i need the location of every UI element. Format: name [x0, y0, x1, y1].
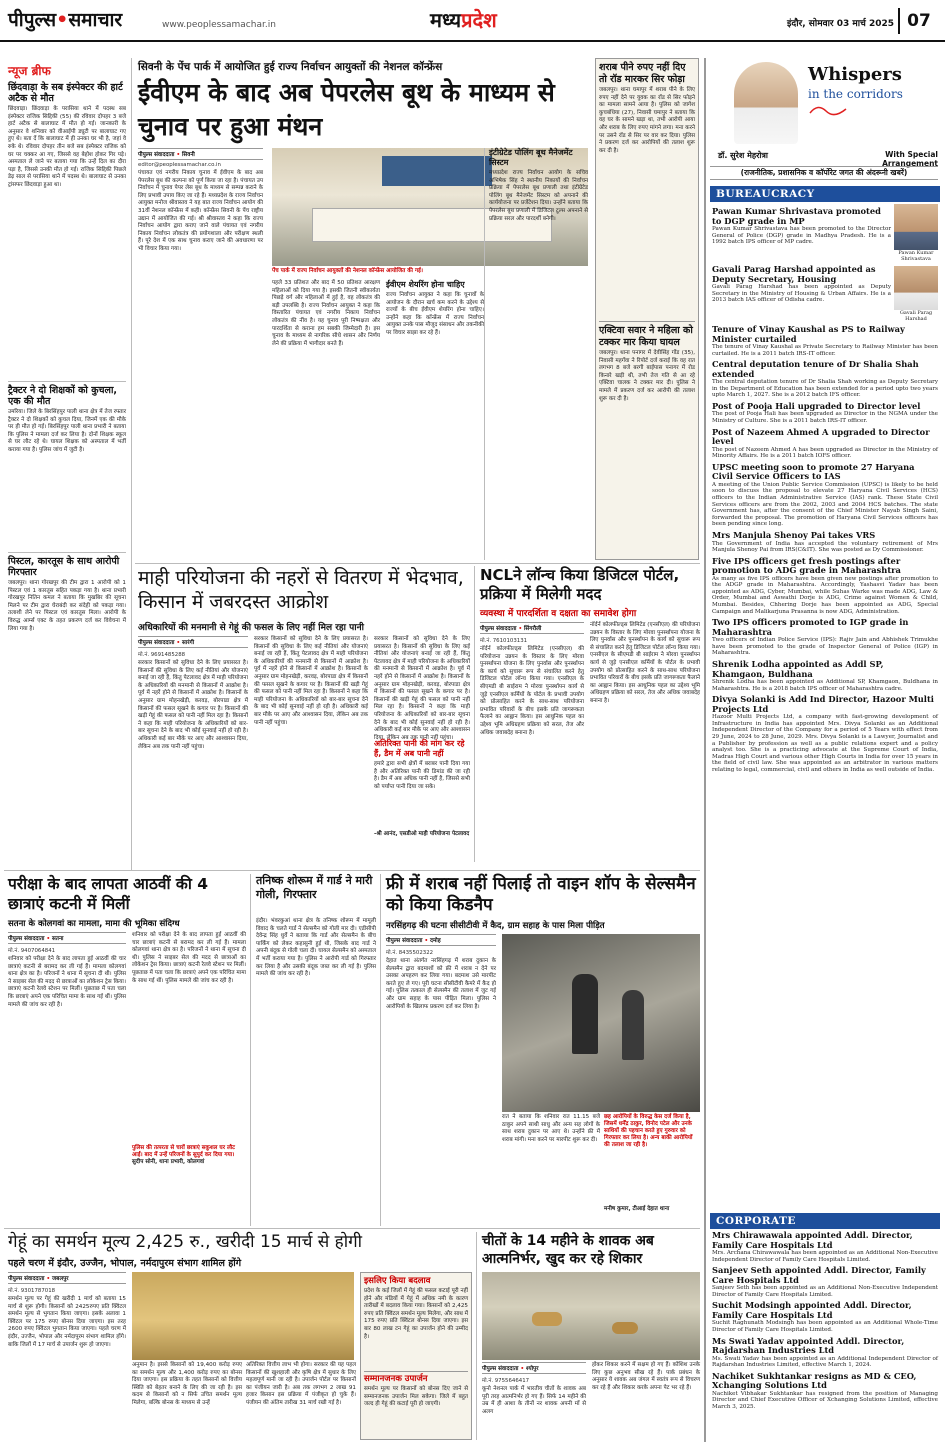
cheetah-body: कूनो नेशनल पार्क में भारतीय चीतों के शावक अब पूरी तरह आत्मनिर्भर हो गए हैं। सिर्फ 14 महीने की उम्र में ही आशा के तीनों नर शावक अपनी माँ से अलग [482, 1386, 586, 1415]
stage-backdrop [382, 156, 492, 186]
lead-byline: पीपुल्स संवाददाता • सिवनी [138, 148, 263, 160]
section-divider [4, 870, 700, 871]
news-brief-label: न्यूज ब्रीफ [8, 64, 51, 78]
side-body-2: जबलपुर। थाना पनागर में देवीसिंह गोंड (35), निवासी महगँवा ने रिपोर्ट दर्ज कराई कि वह रात लगभग 8 बजे बरगी बाईपास पनागर में रोड किनारे खड़ी थी, तभी तेज गति से आ रहे एक्टिवा चालक ने टक्कर मार दी। पुलिस ने मामले में प्रकरण दर्ज कर आरोपी की तलाश शुरू कर दी है। [599, 350, 695, 402]
corporate-item-body: Ms. Swati Yadav has been appointed as an Additional Independent Director of Rajdarshan Industries Limited, effective March 1, 2024. [712, 1355, 938, 1369]
bureaucracy-item-title: UPSC meeting soon to promote 27 Haryana Civil Service Officers to IAS [712, 461, 915, 482]
bureaucracy-item-title: Five IPS officers get fresh postings after promotion to ADG grade in Maharashtra [712, 555, 901, 576]
mahi-headline: माही परियोजना की नहरों से वितरण में भेदभाव, किसान में जबरदस्त आक्रोश [138, 567, 464, 613]
corporate-label: CORPORATE [710, 1213, 940, 1229]
brand-prefix: पीपुल्स [8, 9, 57, 31]
corporate-item [712, 1372, 938, 1411]
corporate-item-body: Mrs. Archana Chirawawala has been appointed as an Additional Non-Executive Independent Director of Family Care Hospitals Limited. [712, 1250, 938, 1263]
bureaucracy-item-body: Shrenik Lodha has been appointed as Additional SP, Khamgaon, Buldhana in Maharashtra. He is a 2018 batch IPS officer of Maharashtra cadre. [712, 679, 938, 692]
jewel-body-wrap [256, 918, 376, 1224]
side-body-1: जबलपुर। थाना घमापुर में शराब पीने के लिए रुपए नहीं देने पर युवक का रॉड से सिर फोड़ने का मामला सामने आया है। पुलिस को जागेश कुचबंधिया (27), निवासी घमापुर ने बताया कि वह घर के सामने खड़ा था, तभी आरोपी आया और शराब के लिए रुपए मांगने लगा। मना करने पर उसने रॉड से सिर पर वार कर दिया। पुलिस ने प्रकरण दर्ज कर आरोपियों की तलाश शुरू कर दी है। [599, 87, 695, 154]
wheat-box2-body: समर्थन मूल्य पर किसानों को बोनस दिए जाने से सम्मानजनक उपार्जन मिल सकेगा। जिले में बहुत जल्द ही गेहूं की कटाई पूरी हो जाएगी। [364, 1386, 468, 1408]
corporate-item [712, 1301, 938, 1333]
bureaucracy-item-title: Divya Solanki is Add Ind Director, Hazoor Multi Projects Ltd [712, 694, 934, 714]
corporate-item-title: Mrs Chirawawala appointed Addl. Director, Family Care Hospitals Ltd [712, 1230, 913, 1250]
cheetah-figure [532, 1312, 562, 1326]
dateline: इंदौर, सोमवार 03 मार्च 2025 [787, 19, 894, 29]
corporate-item-body: Suchit Raghunath Modsingh has been appointed as an Additional Whole-Time Director of Family Care Hospitals Limited. [712, 1320, 938, 1333]
corporate-item-title: Suchit Modsingh appointed Addl. Director, Family Care Hospitals Ltd [712, 1300, 912, 1320]
cheetah-body-2: होकर शिकार करने में सक्षम हो गए हैं। कोशिश उनके लिए कुछ अनुभव सीख रहे हैं। पार्क प्रबंधन के अनुसार ये शावक अब जंगल में स्वतंत्र रूप से विचरण कर रहे हैं और शिकार करके अपना पेट भर रहे हैं। [592, 1362, 700, 1391]
wine-caption-wrap [604, 1114, 700, 1224]
wheat-col-1 [8, 1272, 126, 1440]
lead-body-col1: पंचायत एवं नगरीय निकाय चुनाव में ईवीएम के बाद अब पेपरलेस बूथ की कल्पना को पूर्ण किया जा रहा है। पंचायत उप निर्वाचन में चुनाव पेपर लेस बूथ के माध्यम से सम्पन्न कराने के लिए प्रभावी उपाय किए जा रहे हैं। मध्यप्रदेश के राज्य निर्वाचन आयुक्त मनोज श्रीवास्तव ने यह बात राज्य निर्वाचन आयोग की 31वीं नेशनल कॉन्फ्रेंस में कही। कॉन्फ्रेंस सिवनी के पेंच राष्ट्रीय उद्यान में आयोजित की गई। श्री श्रीवास्तव ने कहा कि राज्य निर्वाचन आयोग द्वारा कराए जाने वाले पंचायत एवं नगरीय निकाय निर्वाचन लोकतंत्र की प्रयोगशाला और परीक्षण स्थली हैं। पूरे देश में एक साथ चुनाव कराए जाने की अवधारणा पर भी विचार किया गया। [138, 170, 263, 252]
bureaucracy-item [712, 325, 938, 357]
mahi-body: सरकार किसानों को सुविधा देने के लिए प्रयासरत है। किसानों की सुविधा के लिए कई नीतियां और योजनाएं बनाई जा रही हैं, किंतु पेटलावद क्षेत्र में माही परियोजना के अधिकारियों की मनमानी से किसानों में आक्रोश है। पूर्व में नहरें होने से किसानों में आक्रोश है। किसानों के अनुसार ग्राम मोहनखेड़ी, करवड़, बोरपाडा क्षेत्र में किसानों की फसल सूखने के कगार पर है। किसानों की खड़ी गेहूं की फसल को पानी नहीं मिल रहा है। किसानों ने कहा कि माही परियोजना के अधिकारियों को बार-बार सूचना देने के बाद भी कोई सुनवाई नहीं हो रही है। अधिकारी कई बार मौके पर आए और आश्वासन दिया, लेकिन अब तक पानी नहीं पहुंचा। [138, 660, 248, 750]
lead-sub1-title: ईवीएम शेयरिंग होना चाहिए [386, 280, 465, 289]
officer-photo [894, 266, 938, 310]
bureaucracy-item [712, 360, 938, 399]
bureaucracy-item-body: A meeting of the Union Public Service Commission (UPSC) is likely to be held soon to discuss the proposal to elevate 27 Haryana Civil Services (HCS) officers to the Indian Administrative Service (IAS) rank. These State Civil Services officers are from the 2002, 2003 and 2004 HCS batches. The state Government has, after the consent of the Chief Minister Nayab Singh Saini, forwarded the proposal. The promotion of Haryana Civil Services officers has been pending since long. [712, 481, 938, 528]
cheetah-figure [612, 1322, 638, 1334]
lead-sub1-body: राज्य निर्वाचन आयुक्त ने कहा कि चुनावों के आयोजन के दौरान खर्च कम करने के उद्देश्य से राज्यों के बीच ईवीएम शेयरिंग होना चाहिए। उन्होंने कहा कि कॉन्फ्रेंस में राज्य निर्वाचन आयुक्त उनके पास मौजूद संसाधन और तकनीकी पर विचार साझा कर रहे हैं। [386, 292, 484, 336]
wheat-body-2: अनुमान है। इससे किसानों को 19,400 करोड़ रुपए का समर्थन मूल्य और 1,400 करोड़ रुपए का बोनस दिया जाएगा। इस प्रक्रिया के तहत किसानों को वित्तीय स्थिति को बेहतर बनाने के लिए की जा रही है। इस कदम से किसानों को न सिर्फ उचित समर्थन मूल्य मिलेगा, बल्कि बोनस के माध्यम से उन्हें [132, 1362, 242, 1406]
corporate-item [712, 1231, 938, 1263]
corporate-item [712, 1266, 938, 1298]
jewel-body: इंदौर। भंवरकुआं थाना क्षेत्र के तनिष्क शोरूम में मामूली विवाद के चलते गार्ड ने सेल्समैन को गोली मार दी। एडीसीपी देवेन्द्र सिंह धुर्वे ने बताया कि गार्ड और सेल्समैन के बीच पार्किंग को लेकर कहासुनी हुई थी, जिसके बाद गार्ड ने अपनी बंदूक से गोली चला दी। घायल सेल्समैन को अस्पताल में भर्ती कराया गया है। पुलिस ने आरोपी गार्ड को गिरफ्तार कर लिया है और उसकी बंदूक जब्त कर ली गई है। पुलिस मामले की जांच कर रही है। [256, 918, 376, 978]
corporate-item-body: Nachiket Vibhakar Sukhtankar has resigned from the position of Managing Director and Chief Executive Officer of Xchanging Solutions Limited, effective March 3, 2025. [712, 1390, 938, 1410]
bureaucracy-item-title: Tenure of Vinay Kaushal as PS to Railway Minister curtailed [712, 324, 905, 344]
bureaucracy-item [712, 557, 938, 616]
mahi-byline: पीपुल्स संवाददाता • सारंगी [138, 636, 248, 648]
corporate-item-title: Sanjeev Seth appointed Addl. Director, Family Care Hospitals Ltd [712, 1265, 926, 1285]
wheat-headline: गेहूं का समर्थन मूल्य 2,425 रु., खरीदी 15 मार्च से होगी [8, 1232, 363, 1252]
wine-body: देहात थाना अंतर्गत नरसिंहगढ़ में शराब दुकान के सेल्समैन द्वारा बदमाशों को फ्री में शराब न देने पर उसका अपहरण कर लिया गया। बदमाश उसे मारपीट करते हुए ले गए। पूरी घटना सीसीटीवी कैमरे में कैद हो गई। पुलिस तत्काल ही सेल्समैन की तलाश में जुट गई और ग्राम सहाह के पास पीड़ित मिला। पुलिस ने आरोपियों के खिलाफ प्रकरण दर्ज कर लिया है। [386, 958, 496, 1010]
whispers-tagline: (राजनीतिक, प्रशासनिक व कॉर्पोरेट जगत की अंदरूनी खबरें) [710, 166, 938, 180]
bureaucracy-item-body: The tenure of Vinay Kaushal as Private Secretary to Railway Minister has been curtailed. He is a 2011 batch IRS-IT officer. [712, 344, 938, 357]
wheat-info-box [360, 1272, 472, 1440]
lead-sub2-title: इंटीग्रेटेड पोलिंग बूथ मैनेजमेंट सिस्टम [489, 148, 573, 167]
mahi-box-signature: -श्री आनंद, एसडीओ माही परियोजना पेटलावद [374, 831, 470, 837]
bureaucracy-item [712, 463, 938, 528]
bureaucracy-item-title: Mrs Manjula Shenoy Pai takes VRS [712, 530, 876, 540]
mahi-col-2 [254, 636, 368, 862]
column-divider [704, 58, 706, 1442]
wheat-box2-title: सम्मानजनक उपार्जन [364, 1371, 468, 1384]
bureaucracy-item [712, 531, 938, 554]
brief-body: उमरिया। जिले के बिरसिंहपुर पाली थाना क्षेत्र में तेज रफ्तार ट्रैक्टर ने दो शिक्षकों को कुचल दिया, जिनमें एक की मौके पर ही मौत हो गई। बिरसिंहपुर पाली थाना प्रभारी ने बताया कि पुलिस ने मामला दर्ज कर लिया है। दोनों शिक्षक स्कूल से घर लौट रहे थे। घायल शिक्षक को अस्पताल में भर्ती कराया गया है। पुलिस जांच में जुटी है। [8, 409, 126, 453]
wheat-body-3: अतिरिक्त वित्तीय लाभ भी होगा। सरकार की यह पहल किसानों की खुशहाली और कृषि क्षेत्र में सुधार के लिए महत्वपूर्ण मानी जा रही है। उपार्जन पोर्टल पर किसानों का पंजीयन जारी है। अब तक लगभग 2 लाख 91 हजार किसान इस प्रक्रिया में पंजीकृत हो चुके हैं। पंजीयन की अंतिम तारीख 31 मार्च रखी गई है। [246, 1362, 356, 1406]
wheat-col-3 [246, 1362, 356, 1440]
wheat-byline: पीपुल्स संवाददाता • जबलपुर [8, 1272, 126, 1284]
brief-item [8, 552, 126, 720]
exam-byline: पीपुल्स संवाददाता • सतना [8, 932, 126, 944]
brief-headline: पिस्टल, कारतूस के साथ आरोपी गिरफ्तार [8, 556, 120, 578]
wheat-field-photo [132, 1272, 354, 1360]
brief-item [8, 82, 126, 378]
column-divider [474, 566, 475, 862]
cheetah-headline: चीतों के 14 महीने के शावक अब आत्मनिर्भर, खुद कर रहे शिकार [482, 1233, 654, 1267]
masthead-logo [8, 6, 158, 36]
lead-col-2 [272, 280, 380, 560]
mahi-body-col3: सरकार किसानों को सुविधा देने के लिए प्रयासरत है। किसानों की सुविधा के लिए कई नीतियां और योजनाएं बनाई जा रही हैं, किंतु पेटलावद क्षेत्र में माही परियोजना के अधिकारियों की मनमानी से किसानों में आक्रोश है। पूर्व में नहरें होने से किसानों में आक्रोश है। किसानों के अनुसार ग्राम मोहनखेड़ी, करवड़, बोरपाडा क्षेत्र में किसानों की फसल सूखने के कगार पर है। किसानों की खड़ी गेहूं की फसल को पानी नहीं मिल रहा है। किसानों ने कहा कि माही परियोजना के अधिकारियों को बार-बार सूचना देने के बाद भी कोई सुनवाई नहीं हो रही है। अधिकारी कई बार मौके पर आए और आश्वासन दिया, लेकिन अब तक पानी नहीं पहुंचा। [374, 636, 470, 741]
wine-headline: फ्री में शराब नहीं पिलाई तो वाइन शॉप के सेल्समैन को किया किडनैप [386, 874, 696, 915]
masthead [0, 0, 945, 42]
corporate-list [712, 1228, 938, 1442]
section-title-main: प्रदेश [461, 8, 497, 32]
brand-main: समाचार [68, 9, 123, 31]
page-number: 07 [898, 8, 938, 34]
ncl-body-continued: नॉर्दर्न कोलफील्ड्स लिमिटेड (एनसीएल) की परियोजना उन्नयन के विस्तार के लिए मोरवा पुनर्स्थापना योजना के लिए पुनर्वास और पुनर्स्थापन के कार्य को सुचारू रूप से संचालित करने हेतु डिजिटल पोर्टल लॉन्च किया गया। एनसीएल के सीएमडी बी साईराम ने मोरवा पुनर्स्थापन कार्य से जुड़े एनसीएल कर्मियों के पोर्टल के प्रभावी उपयोग को प्रोत्साहित करने के साथ-साथ परियोजना प्रभावित परिवारों के बीच इसके प्रति जागरूकता फैलाने का आह्वान किया। इस आधुनिक पहल का उद्देश्य भूमि अधिग्रहण प्रक्रिया को सरल, तेज और अधिक जवाबदेह बनाना है। [590, 622, 700, 704]
ncl-col-1 [480, 622, 584, 862]
bureaucracy-item-body: The post of Nazeem Ahmed A has been upgraded as Director in the Ministry of Minority Affairs. He is a 2011 batch IOFS officer. [712, 446, 938, 460]
ncl-phone: मो.नं. 7610103131 [480, 638, 528, 644]
exam-col-1 [8, 932, 126, 1224]
bureaucracy-label: BUREAUCRACY [710, 186, 940, 202]
bureaucracy-item [712, 402, 938, 425]
brief-headline: ट्रैक्टर ने दो शिक्षकों को कुचला, एक की मौत [8, 385, 118, 407]
ncl-headline: NCLने लॉन्च किया डिजिटल पोर्टल, प्रक्रिया में मिलेगी मदद [480, 566, 680, 603]
bureaucracy-item-body: Pawan Kumar Shrivastava has been promoted to the Director General of Police (DGP) grade in Madhya Pradesh. He is a 1992 batch IPS officer of MP cadre. [712, 226, 891, 246]
wine-subheadline: नरसिंहगढ़ की घटना सीसीटीवी में कैद, ग्राम सहाह के पास मिला पीड़ित [386, 921, 605, 931]
lead-col-1 [138, 148, 263, 560]
corporate-item-body: Sanjeev Seth has been appointed as an Additional Non-Executive Independent Director of Family Care Hospitals Limited. [712, 1285, 938, 1298]
cheetah-col-2 [592, 1362, 700, 1440]
bureaucracy-item-body: As many as five IPS officers have been given new postings after promotion to the ADGP grade in Maharashtra. Accordingly, Yashasvi Yadav has been appointed as ADG, Cyber, Mumbai, while Suhas Warke was made ADG, Law & Order, Mumbai and Aswathi Dorje is ADG, Crime against Women & Child, Mumbai. Besides, Chhering Dorje has been appointed as ADG, Special Campaign and Malikarjuna Prasanna is now ADG, Administration. [712, 575, 938, 615]
side-headline-1: शराब पीने रुपए नहीं दिए तो रॉड मारकर सिर फोड़ा [599, 62, 686, 85]
bureaucracy-item-title: Central deputation tenure of Dr Shalia Shah extended [712, 359, 919, 379]
jewel-headline: तनिष्क शोरूम में गार्ड ने मारी गोली, गिरफ्तार [256, 874, 373, 901]
wheat-box-title: इसलिए किया बदलाव [364, 1276, 431, 1286]
whispers-header [708, 58, 940, 186]
whispers-title-sub: in the corridors [808, 87, 903, 101]
section-title-pre: मध्य [430, 8, 462, 32]
brief-body: जबलपुर। थाना गोरखपुर की टीम द्वारा 1 आरोपी को 1 पिस्टल एवं 1 कारतूस सहित पकड़ा गया है। थाना प्रभारी गोरखपुर नितिन कमल ने बताया कि मुखबिर की सूचना मिलने पर टीम द्वारा घेराबंदी कर संदेही को पकड़ा गया। तलाशी लेने पर पिस्टल एवं कारतूस मिला। आरोपी के विरुद्ध आर्म्स एक्ट के तहत प्रकरण दर्ज कर विवेचना में लिया गया है। [8, 580, 126, 632]
ncl-byline: पीपुल्स संवाददाता • सिंगरौली [480, 622, 584, 634]
section-title [430, 6, 497, 33]
mahi-subheadline: अधिकारियों की मनमानी से गेहूं की फसल के लिए नहीं मिल रहा पानी [138, 623, 364, 633]
bureaucracy-item-body: Hazoor Multi Projects Ltd, a company with fast-growing development of Infrastructure in India has appointed Mrs. Divya Solanki as an Additional Independent Director of the Company for a period of 5 Years with effect from 29 June, 2024 to 28 June, 2029. Mrs. Divya Solanki is a Lawyer, Journalist and a Publisher by profession as well as a public relations expert and a policy analyst too. She is a practicing advocate at the Supreme Court of India, Madras High Court and various other High Courts in India for over 15 years in the field of civil law. She was appointed as an arbitrator in various matters relating to legal, commercial, civil and others in India as well outside of India. [712, 714, 938, 773]
brief-headline: छिंदवाड़ा के सब इंस्पेक्टर की हार्ट अटैक से मौत [8, 82, 123, 104]
wheat-subheadline: पहले चरण में इंदौर, उज्जैन, भोपाल, नर्मदापुरम संभाग शामिल होंगे [8, 1258, 242, 1269]
bureaucracy-item-title: Post of Nazeem Ahmed A upgraded to Director level [712, 426, 930, 447]
whispers-title [808, 64, 936, 134]
section-divider [4, 1228, 700, 1229]
bureaucracy-item-title: Two IPS officers promoted to IGP grade in Maharashtra [712, 617, 909, 637]
officer-photo [894, 204, 938, 250]
brand-divider: • [56, 9, 69, 31]
bureaucracy-item [712, 695, 938, 773]
cheetah-col-1 [482, 1362, 586, 1440]
ncl-body: नॉर्दर्न कोलफील्ड्स लिमिटेड (एनसीएल) की परियोजना उन्नयन के विस्तार के लिए मोरवा पुनर्स्थापना योजना के लिए पुनर्वास और पुनर्स्थापन के कार्य को सुचारू रूप से संचालित करने हेतु डिजिटल पोर्टल लॉन्च किया गया। एनसीएल के सीएमडी बी साईराम ने मोरवा पुनर्स्थापन कार्य से जुड़े एनसीएल कर्मियों के पोर्टल के प्रभावी उपयोग को प्रोत्साहित करने के साथ-साथ परियोजना प्रभावित परिवारों के बीच इसके प्रति जागरूकता फैलाने का आह्वान किया। इस आधुनिक पहल का उद्देश्य भूमि अधिग्रहण प्रक्रिया को सरल, तेज और अधिक जवाबदेह बनाना है। [480, 646, 584, 736]
news-brief-column [8, 62, 126, 870]
mahi-box-body: हमारे द्वारा सभी क्षेत्रों में बराबर पानी दिया गया है और अतिरिक्त पानी की डिमांड की जा रही है। डैम में अब अधिक पानी नहीं है, जिससे सभी को पर्याप्त पानी दिया जा सके। [374, 761, 470, 790]
exam-signature: सुदीप सोनी, थाना प्रभारी, कोलगवां [132, 1159, 205, 1165]
whispers-author: डॉ. सुरेश मेहरोत्रा [718, 151, 768, 160]
website-url[interactable]: www.peoplessamachar.in [162, 20, 276, 30]
exam-col-2 [132, 932, 246, 1224]
column-divider [131, 58, 132, 870]
exam-body-continued: शनिवार को परीक्षा देने के बाद लापता हुई आठवीं की चार छात्राएं कटनी से बरामद कर ली गई हैं। मामला कोलगवां थाना क्षेत्र का है। परिजनों ने थाना में सूचना दी थी। पुलिस ने साइबर सेल की मदद से छात्राओं का लोकेशन ट्रेस किया। छात्राएं कटनी रेलवे स्टेशन पर मिलीं। पूछताछ में पता चला कि छात्राएं अपने एक परिचित मामा के साथ गई थीं। पुलिस मामले की जांच कर रही है। [132, 932, 246, 984]
wheat-box-body: प्रदेश के कई जिलों में गेहूं की फसल कटाई पूरी नहीं होने और मंडियों में गेहूं में अधिक नमी के कारण तारीखों में बदलाव किया गया। किसानों को 2,425 रुपए प्रति क्विंटल समर्थन मूल्य मिलेगा, और साथ में 175 रुपए प्रति क्विंटल बोनस दिया जाएगा। इस बार 80 लाख टन गेहूं का उपार्जन होने की उम्मीद है। [364, 1288, 468, 1340]
wine-col-1 [386, 934, 496, 1224]
bureaucracy-item-body: Two officers of Indian Police Service (IPS): Rajiv Jain and Abhishek Trimukhe have been promoted to the grade of Inspector General of Police (IGP) in Maharashtra. [712, 637, 938, 657]
wine-cctv-photo [502, 934, 700, 1112]
ncl-col-2 [590, 622, 700, 862]
corporate-item [712, 1337, 938, 1369]
column-divider [380, 874, 381, 1226]
bureaucracy-list [712, 204, 938, 1208]
whispers-title-main: Whispers [808, 64, 902, 85]
bureaucracy-item-body: The Government of India has accepted the voluntary retirement of Mrs Manjula Shenoy Pai from IRS(C&IT). She was posted as Dy Commissioner. [712, 540, 938, 554]
mahi-phone: मो.नं. 9691485288 [138, 652, 186, 658]
lead-body-col2: पहले 33 प्रतिशत और बाद में 50 प्रतिशत आरक्षण महिलाओं को दिया गया है। इसकी जितनी स्वीकार्यता पिछड़े वर्ग और महिलाओं में हुई है, वह लोकतंत्र की बड़ी उपलब्धि है। राज्य निर्वाचन आयुक्त ने कहा कि विस्तारित पंचायत एवं नगरीय निकाय निर्वाचन लोकतंत्र की नींव है। यह चुनाव पूरी निष्पक्षता और पारदर्शिता से कराना हम सबकी जिम्मेदारी है। इस चुनाव के माध्यम से नागरिक सीधे शासन और निर्णय लेने की प्रक्रिया में भागीदार बनते हैं। [272, 280, 380, 347]
lead-headline: ईवीएम के बाद अब पेपरलेस बूथ के माध्यम से चुनाव पर हुआ मंथन [138, 78, 555, 141]
wheat-phone: मो.नं. 9301787018 [8, 1288, 56, 1294]
lead-kicker: सिवनी के पेंच पार्क में आयोजित हुई राज्य निर्वाचन आयुक्तों की नेशनल कॉन्फ्रेंस [138, 61, 443, 73]
lead-sub2 [484, 148, 588, 560]
ncl-subheadline: व्यवस्था में पारदर्शिता व दक्षता का समावेश होगा [480, 609, 637, 619]
wheat-body-1: समर्थन मूल्य पर गेहूं की खरीदी 1 मार्च को बताया 15 मार्च से शुरू होगी। किसानों को 2425रुपए प्रति क्विंटल समर्थन मूल्य से भुगतान किया जाएगा। इसके अलावा 1 क्विंटल पर 175 रुपए बोनस दिया जाएगा। इस तरह 2600 रुपए क्विंटल भुगतान किया जाएगा। पहले चरण में इंदौर, उज्जैन, भोपाल और नर्मदापुरम संभाग शामिल होंगे। बाकि जिलों में 17 मार्च से उपार्जन शुरू हो जाएगा। [8, 1296, 126, 1348]
wine-col-2 [502, 1114, 600, 1224]
brief-item [8, 381, 126, 549]
bureaucracy-item-title: Gavali Parag Harshad appointed as Deputy Secretary, Housing [712, 264, 876, 284]
section-divider [135, 563, 700, 564]
bureaucracy-item-title: Pawan Kumar Shrivastava promoted to DGP grade in MP [712, 206, 881, 226]
mahi-box-title: अतिरिक्त पानी की मांग कर रहे हैं, डैम में अब पानी नहीं [374, 739, 465, 758]
bureaucracy-item [712, 660, 938, 692]
wheat-col-2 [132, 1362, 242, 1440]
wine-body-2: रात ने बताया कि शनिवार रात 11.15 बजे ठाकुर अपने साथी साधु और अन्य सह लोगों के साथ शराब दुकान पर आए थे। उन्होंने फ्री में शराब मांगी। मना करने पर मारपीट शुरू कर दी। [502, 1114, 600, 1143]
column-divider [250, 874, 251, 1226]
author-photo [734, 62, 798, 144]
exam-subheadline: सतना के कोलगवां का मामला, मामा की भूमिका संदिग्ध [8, 919, 180, 929]
bureaucracy-item-body: The post of Pooja Hali has been upgraded as Director in the NGMA under the Ministry of Culture. She is a 2011 batch IRS-IT officer. [712, 411, 938, 425]
wine-phone: मो.नं. 8435502322 [386, 950, 434, 956]
bureaucracy-item-body: The central deputation tenure of Dr Shalia Shah working as Deputy Secretary in the Department of Education has been extended for a period upto two years upto March 1, 2027. She is a 2012 batch IFS officer. [712, 379, 938, 399]
cctv-figure [622, 990, 644, 1060]
mahi-box [374, 636, 470, 862]
wine-signature: मनीष कुमार, टीआई देहात थाना [604, 1206, 670, 1212]
whispers-credit: With Special Arrangement [882, 150, 938, 168]
bureaucracy-item [712, 262, 938, 322]
lead-sub2-body: मध्यप्रदेश राज्य निर्वाचन आयोग के सचिव अभिषेक सिंह ने स्थानीय निकायों की निर्वाचन प्रक्रिया में पेपरलेस बूथ प्रणाली तथा इंटीग्रेटेड पोलिंग बूथ मैनेजमेंट सिस्टम को अपनाने की कार्ययोजना पर प्रजेंटेशन दिया। उन्होंने बताया कि पेपरलेस बूथ प्रणाली में डिजिटल टूल्स अपनाने से प्रक्रिया सरल और पारदर्शी बनेगी। [489, 170, 588, 222]
bureaucracy-item [712, 618, 938, 657]
bureaucracy-item-title: Post of Pooja Hali upgraded to Director level [712, 400, 921, 411]
exam-phone: मो.नं. 9407064841 [8, 948, 56, 954]
wine-caption: छह आरोपियों के विरुद्ध केस दर्ज किया है, जिसमें धर्मेंद्र ठाकुर, विनोद पटेल और उनके साथियों की पहचान करते हुए गुरुवार को गिरफ्तार कर लिया है। अन्य बाकी आरोपियों की तलाश जा रही है। [604, 1114, 693, 1148]
brief-body: छिंदवाड़ा। छिंदवाड़ा के परासिया थाने में पदस्थ सब इंस्पेक्टर राजिक सिद्दिकी (55) की रविवार दोपहर 3 बजे हार्ट अटैक से बालाघाट में मौत हो गई। जानकारी के अनुसार वे शनिवार को वीआईपी ड्यूटी पर बालाघाट गए हुए थे। बता दें कि बालाघाट में ही उनका घर भी है, जहां वे रुके थे। रविवार दोपहर तीन बजे सब इंस्पेक्टर राजिक को घर पर चक्कर आ गए, जिससे वह बेहोश होकर गिर पड़े। अस्पताल ले जाने पर बताया गया कि उन्हें दिल का दौरा पड़ा है, जिससे उनकी मौत हो गई। राजिक सिद्दिकी पिछले डेढ़ साल से परासिया थाने में पदस्थ थे। बालाघाट से उनका ट्रांसफर छिंदवाड़ा हुआ था। [8, 106, 126, 188]
officer-photo-caption: Pawan Kumar Shrivastava [898, 250, 934, 262]
column-divider [476, 1232, 477, 1440]
bureaucracy-item [712, 204, 938, 262]
exam-caption: पुलिस की तत्परता से चारों छात्राएं सकुशल घर लौट आईं। बाद में उन्हें परिजनों के सुपुर्द कर दिया गया। [132, 1145, 236, 1158]
lead-photo-caption: पेंच पार्क में राज्य निर्वाचन आयुक्तों की नेशनल कॉन्फ्रेंस आयोजित की गई। [272, 268, 423, 274]
side-top-column [595, 58, 699, 560]
cheetah-byline: पीपुल्स संवाददाता • श्योपुर [482, 1362, 586, 1374]
bureaucracy-item [712, 428, 938, 460]
bureaucracy-item-title: Shrenik Lodha appointed as Addl SP, Khamgaon, Buldhana [712, 659, 884, 679]
bureaucracy-item-body: Gavali Parag Harshad has been appointed as Deputy Secretary in the Ministry of Housing & Urban Affairs. He is a 2013 batch IAS officer of Odisha cadre. [712, 284, 891, 304]
lead-sub1 [386, 280, 484, 560]
mahi-col-1 [138, 636, 248, 862]
mahi-body-continued: सरकार किसानों को सुविधा देने के लिए प्रयासरत है। किसानों की सुविधा के लिए कई नीतियां और योजनाएं बनाई जा रही हैं, किंतु पेटलावद क्षेत्र में माही परियोजना के अधिकारियों की मनमानी से किसानों में आक्रोश है। पूर्व में नहरें होने से किसानों में आक्रोश है। किसानों के अनुसार ग्राम मोहनखेड़ी, करवड़, बोरपाडा क्षेत्र में किसानों की फसल सूखने के कगार पर है। किसानों की खड़ी गेहूं की फसल को पानी नहीं मिल रहा है। किसानों ने कहा कि माही परियोजना के अधिकारियों को बार-बार सूचना देने के बाद भी कोई सुनवाई नहीं हो रही है। अधिकारी कई बार मौके पर आए और आश्वासन दिया, लेकिन अब तक पानी नहीं पहुंचा। [254, 636, 368, 726]
corporate-item-title: Nachiket Sukhtankar resigns as MD & CEO, Xchanging Solutions Ltd [712, 1370, 917, 1391]
cheetah-photo [482, 1272, 700, 1360]
cheetah-phone: मो.नं. 9755646417 [482, 1378, 530, 1384]
corporate-item-title: Ms Swati Yadav appointed Addl. Director, Rajdarshan Industries Ltd [712, 1335, 905, 1356]
cctv-figure [572, 974, 598, 1054]
lead-email[interactable]: editor@peoplessamachar.co.in [138, 162, 221, 168]
whispers-swirl-icon [808, 103, 848, 117]
officer-photo-caption: Gavali Parag Harshad [899, 310, 933, 322]
exam-headline: परीक्षा के बाद लापता आठवीं की 4 छात्राएं कटनी में मिलीं [8, 875, 209, 913]
wine-byline: पीपुल्स संवाददाता • दमोह [386, 934, 496, 946]
exam-body: शनिवार को परीक्षा देने के बाद लापता हुई आठवीं की चार छात्राएं कटनी से बरामद कर ली गई हैं। मामला कोलगवां थाना क्षेत्र का है। परिजनों ने थाना में सूचना दी थी। पुलिस ने साइबर सेल की मदद से छात्राओं का लोकेशन ट्रेस किया। छात्राएं कटनी रेलवे स्टेशन पर मिलीं। पूछताछ में पता चला कि छात्राएं अपने एक परिचित मामा के साथ गई थीं। पुलिस मामले की जांच कर रही है। [8, 956, 126, 1008]
side-headline-2: एक्टिवा सवार ने महिला को टक्कर मार किया घायल [599, 321, 695, 348]
